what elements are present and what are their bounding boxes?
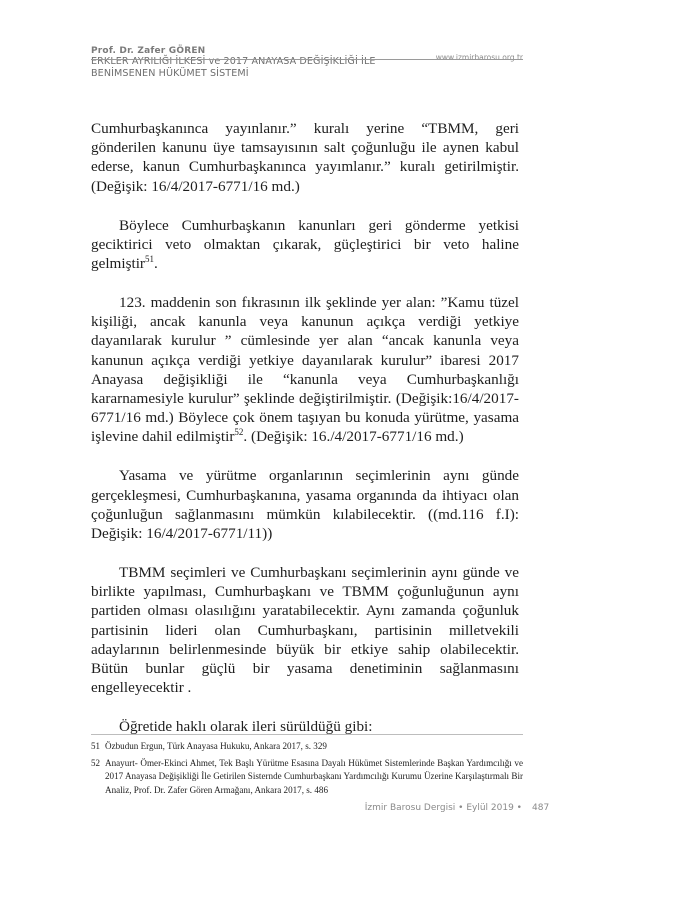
page-number: 487: [532, 803, 550, 813]
paragraph-6: Öğretide haklı olarak ileri sürüldüğü gibi:: [119, 718, 373, 736]
paragraph-4: Yasama ve yürütme organlarının seçimlerinin aynı günde gerçekleşmesi, Cumhurbaşkanına, yasama organında da ihtiyacı olan çoğunluğun sağlanmasını mümkün kılabilecektir. ((md.116 f.I): Değişik: 16/4/2017-6771/11)): [91, 467, 519, 543]
footnotes: [91, 740, 523, 801]
paragraph-1: Cumhurbaşkanınca yayınlanır.” kuralı yerine “TBMM, geri gönderilen kanunu üye tamsayısının salt çoğunluğu ile aynen kabul ederse, kanun Cumhurbaşkanınca yayımlanır.” kuralı getirilmiştir.(Değişik: 16/4/2017-6771/16 md.): [91, 120, 519, 195]
footnote-ref-52[interactable]: 52: [234, 427, 244, 438]
article-title-line-2: BENİMSENEN HÜKÜMET SİSTEMİ: [91, 68, 249, 79]
article-title-line-1: ERKLER AYRILIĞI İLKESİ ve 2017 ANAYASA DEĞİŞİKLİĞİ İLE: [91, 56, 376, 67]
paragraph-5: TBMM seçimleri ve Cumhurbaşkanı seçimlerinin aynı günde ve birlikte yapılması, Cumhurbaşkanı ve TBMM çoğunluğunun aynı partiden olması olasılığını yaratabilecektir. Aynı zamanda çoğunluk partisinin lideri olan Cumhurbaşkanı, partisinin milletvekili adaylarının belirlenmesinde büyük bir etkiye sahip olabilecektir. Bütün bunlar güçlü bir yasama denetiminin sağlanmasını engelleyecektir .: [91, 564, 519, 697]
footnote-51: [91, 740, 523, 753]
footnote-divider: [91, 734, 523, 735]
footnote-52: [91, 757, 523, 797]
header-divider: [91, 59, 421, 60]
footnote-number: 52: [91, 758, 100, 769]
author-name: Prof. Dr. Zafer GÖREN: [91, 46, 206, 56]
footnote-ref-51[interactable]: 51: [145, 254, 154, 265]
footnote-text: Anayurt- Ömer-Ekinci Ahmet, Tek Başlı Yürütme Esasına Dayalı Hükümet Sistemlerinde Başkan Yardımcılığı ve 2017 Anayasa Değişikliği İle Getirilen Sisternde Cumhurbaşkanı Yardımcılığı Kurumu Üzerine Karşılaştırmalı Bir Analiz, Prof. Dr. Zafer Gören Armağanı, Ankara 2017, s. 486: [105, 758, 523, 795]
page-header: [91, 46, 523, 80]
paragraph-2: Böylece Cumhurbaşkanın kanunları geri gönderme yetkisi geciktirici veto olmaktan çıkarak, güçleştirici bir veto haline gelmiştir$^{51}$.: [91, 216, 519, 273]
paragraph-3: 123. maddenin son fıkrasının ilk şeklinde yer alan: ”Kamu tüzel kişiliği, ancak kanunla veya kanunun açıkça verdiği yetkiye dayanılarak kurulur ” cümlesinde yer alan “ancak kanunla veya kanunun açıkça verdiği yetkiye dayanılarak kurulur” ibaresi 2017 Anayasa değişikliği ile “kanunla veya Cumhurbaşkanlığı kararnamesiyle kurulur” şeklinde değiştirilmiştir. (Değişik:16/4/2017-6771/16 md.) Böylece çok önem taşıyan bu konuda yürütme, yasama işlevine dahil edilmiştir$^{52}$. (Değişik: 16./4/2017-6771/16 md.): [91, 294, 519, 446]
footnote-text: Özbudun Ergun, Türk Anayasa Hukuku, Ankara 2017, s. 329: [105, 741, 327, 751]
website-url: www.izmirbarosu.org.tr: [435, 53, 523, 62]
article-body: [91, 119, 519, 756]
journal-footer: İzmir Barosu Dergisi • Eylül 2019 •: [364, 803, 522, 813]
header-divider-right: [421, 59, 523, 60]
footnote-number: 51: [91, 741, 100, 751]
